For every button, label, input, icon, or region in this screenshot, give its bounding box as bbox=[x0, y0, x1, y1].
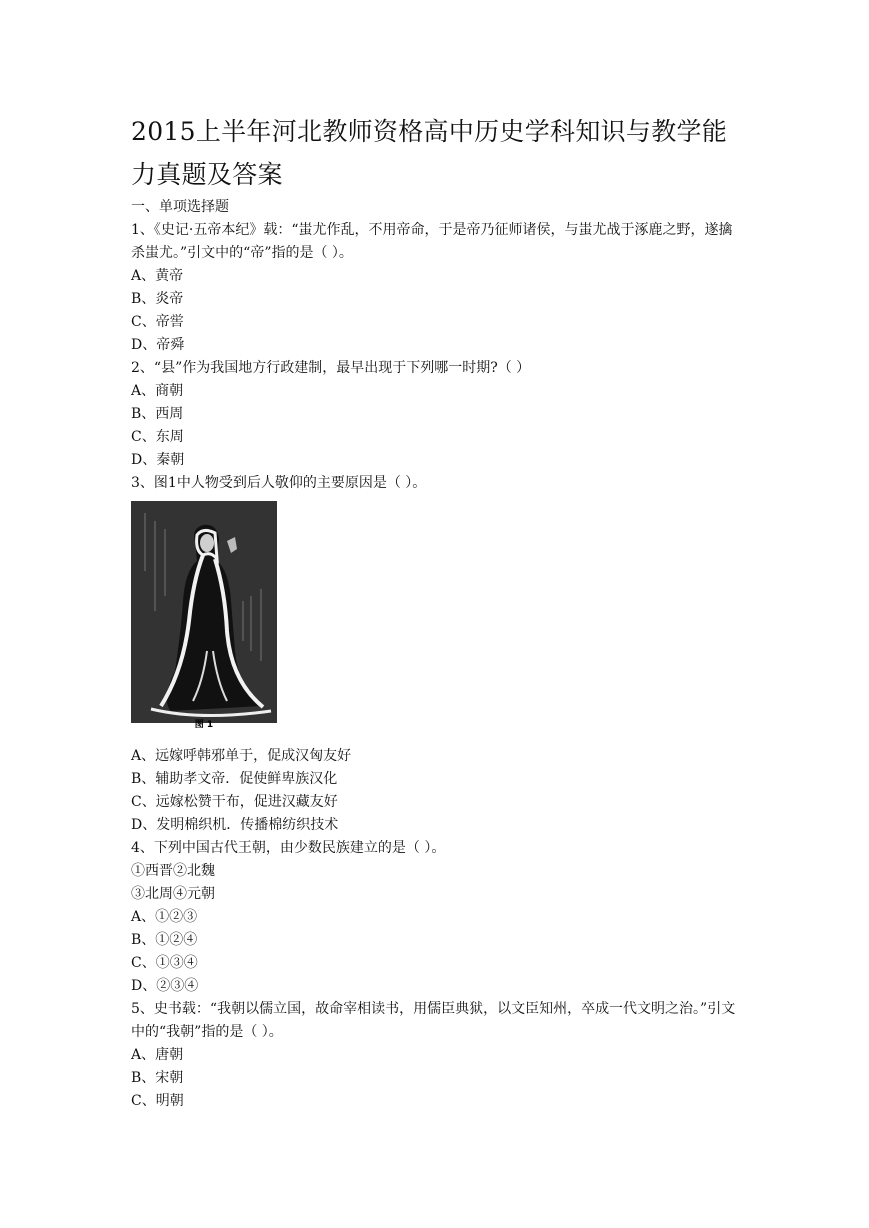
question-4-option-b: B、①②④ bbox=[131, 932, 198, 948]
question-2-option-a: A、商朝 bbox=[131, 383, 184, 399]
question-2-option-c: C、东周 bbox=[131, 429, 184, 445]
question-3 bbox=[131, 472, 741, 837]
question-2-option-b: B、西周 bbox=[131, 406, 184, 422]
question-2 bbox=[131, 357, 741, 472]
portrait-drawing bbox=[131, 501, 277, 723]
question-1-option-c: C、帝喾 bbox=[131, 314, 184, 330]
question-1-option-a: A、黄帝 bbox=[131, 268, 184, 284]
question-4-option-a: A、①②③ bbox=[131, 909, 198, 925]
question-1 bbox=[131, 219, 741, 357]
question-4-item-1: ①西晋②北魏 bbox=[131, 863, 215, 879]
question-1-option-b: B、炎帝 bbox=[131, 291, 184, 307]
figure-1-portrait-image bbox=[131, 501, 277, 737]
question-3-option-b: B、辅助孝文帝．促使鲜卑族汉化 bbox=[131, 771, 338, 787]
question-4-item-2: ③北周④元朝 bbox=[131, 886, 215, 902]
question-4-stem: 4、下列中国古代王朝，由少数民族建立的是（ ）。 bbox=[131, 840, 446, 856]
question-4-option-d: D、②③④ bbox=[131, 978, 199, 994]
question-3-option-c: C、远嫁松赞干布，促进汉藏友好 bbox=[131, 794, 338, 810]
question-3-stem: 3、图1中人物受到后人敬仰的主要原因是（ ）。 bbox=[131, 475, 427, 491]
question-2-option-d: D、秦朝 bbox=[131, 452, 185, 468]
question-5-option-b: B、宋朝 bbox=[131, 1070, 184, 1086]
question-3-option-d: D、发明棉织机．传播棉纺织技术 bbox=[131, 817, 339, 833]
question-1-stem: 1、《史记·五帝本纪》载：“蚩尤作乱，不用帝命，于是帝乃征师诸侯，与蚩尤战于涿鹿之野，遂擒杀蚩尤。”引文中的“帝”指的是（ ）。 bbox=[131, 222, 733, 261]
question-4 bbox=[131, 837, 741, 998]
question-4-option-c: C、①③④ bbox=[131, 955, 198, 971]
question-2-stem: 2、“县”作为我国地方行政建制，最早出现于下列哪一时期?（ ） bbox=[131, 360, 531, 376]
document-title: 2015上半年河北教师资格高中历史学科知识与教学能力真题及答案 bbox=[131, 117, 728, 189]
question-5 bbox=[131, 998, 741, 1113]
document-body bbox=[131, 196, 741, 1113]
question-5-option-c: C、明朝 bbox=[131, 1093, 184, 1109]
question-1-option-d: D、帝舜 bbox=[131, 337, 185, 353]
figure-1-caption: 图 1 bbox=[194, 720, 214, 730]
question-3-option-a: A、远嫁呼韩邪单于，促成汉匈友好 bbox=[131, 748, 352, 764]
question-5-stem: 5、史书载：“我朝以儒立国，故命宰相读书，用儒臣典狱，以文臣知州，卒成一代文明之治。”引文中的“我朝”指的是（ ）。 bbox=[131, 1001, 736, 1040]
section-heading: 一、单项选择题 bbox=[131, 199, 229, 215]
question-5-option-a: A、唐朝 bbox=[131, 1047, 184, 1063]
